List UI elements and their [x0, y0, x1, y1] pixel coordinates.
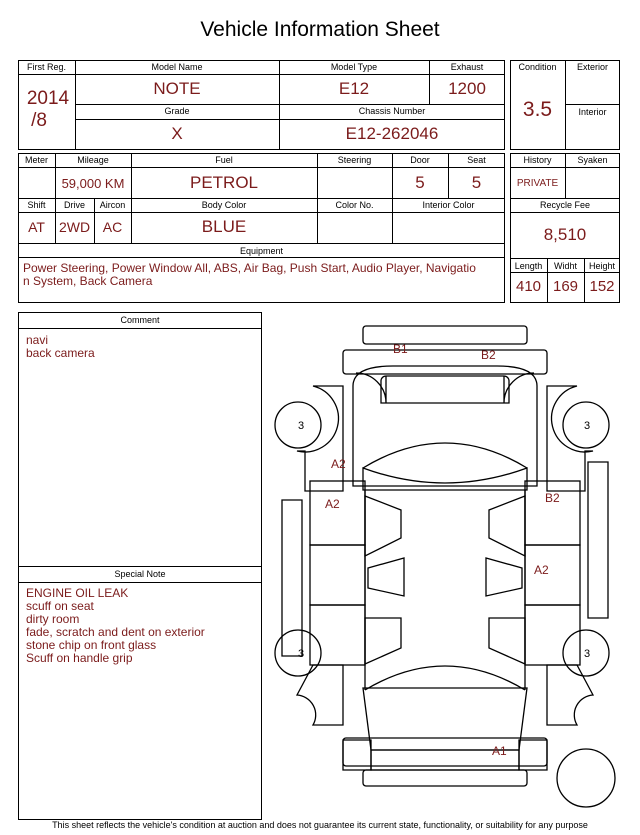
windshield-panel	[363, 468, 527, 490]
equipment-value: Power Steering, Power Window All, ABS, Air Bag, Push Start, Audio Player, Navigatio n System, Back Camera	[23, 261, 476, 288]
first-reg-month: /8	[31, 110, 47, 131]
damage-mark: B2	[481, 348, 496, 362]
rear-bumper-panel	[343, 738, 547, 766]
comment-text: navi back camera	[26, 333, 95, 360]
width-label: Widht	[553, 261, 577, 271]
length-label: Length	[514, 261, 543, 271]
right-b-window	[486, 558, 522, 596]
history-label: History	[523, 155, 552, 165]
fuel-value: PETROL	[189, 173, 259, 192]
model-name-value: NOTE	[153, 79, 201, 98]
first-reg-label: First Reg.	[26, 62, 66, 72]
damage-mark: 3	[298, 420, 305, 432]
damage-mark: A2	[534, 563, 549, 577]
rear-right-fender	[547, 665, 593, 725]
body-color-label: Body Color	[201, 200, 247, 210]
interior-label: Interior	[578, 107, 607, 117]
special-note-text: ENGINE OIL LEAK scuff on seat dirty room fade, scratch and dent on exterior stone chip on front glass Scuff on handle grip	[26, 586, 205, 665]
trunk-panel	[363, 688, 527, 750]
history-value: PRIVATE	[516, 178, 559, 189]
body-color-value: BLUE	[201, 217, 247, 236]
comment-label: Comment	[120, 315, 160, 325]
seat-label: Seat	[467, 155, 486, 165]
left-rear-door-panel	[310, 605, 365, 665]
rear-left-fender	[297, 665, 343, 725]
front-bumper-lower-panel	[343, 350, 547, 374]
damage-mark: A2	[331, 457, 346, 471]
exterior-label: Exterior	[576, 62, 608, 72]
body-side-lines	[365, 490, 525, 690]
vehicle-damage-diagram	[268, 318, 628, 820]
model-type-value: E12	[338, 79, 370, 98]
spare-wheel	[557, 749, 615, 807]
left-mid-door-panel	[310, 545, 365, 605]
left-a-window	[365, 496, 401, 556]
right-c-window	[489, 618, 525, 664]
front-bumper-panel	[363, 326, 527, 344]
model-type-label: Model Type	[330, 62, 378, 72]
condition-value: 3.5	[522, 98, 553, 121]
disclaimer-footer: This sheet reflects the vehicle's condition at auction and does not guarantee its current state, functionality, or suitability for any purpose	[52, 820, 588, 830]
fuel-label: Fuel	[215, 155, 233, 165]
damage-mark: A2	[325, 497, 340, 511]
damage-mark: A1	[492, 744, 507, 758]
seat-value: 5	[471, 173, 482, 192]
exhaust-label: Exhaust	[450, 62, 484, 72]
model-name-label: Model Name	[151, 62, 203, 72]
hood-front-panel	[381, 376, 509, 403]
right-a-window	[489, 496, 525, 556]
left-b-window	[368, 558, 404, 596]
color-no-label: Color No.	[335, 200, 374, 210]
aircon-value: AC	[102, 219, 123, 235]
damage-mark: 3	[584, 420, 591, 432]
meter-label: Meter	[24, 155, 48, 165]
width-value: 169	[552, 278, 579, 295]
mileage-value: 59,000 KM	[61, 176, 125, 191]
steering-label: Steering	[337, 155, 372, 165]
grade-label: Grade	[164, 106, 190, 116]
chassis-value: E12-262046	[345, 124, 439, 143]
exhaust-value: 1200	[448, 79, 486, 98]
height-value: 152	[589, 278, 615, 295]
damage-mark: B2	[545, 491, 560, 505]
windshield-top	[363, 443, 527, 468]
length-value: 410	[515, 278, 542, 295]
recycle-fee-label: Recycle Fee	[539, 200, 591, 210]
left-sill-panel	[282, 500, 302, 656]
damage-mark: B1	[393, 342, 408, 356]
grade-value: X	[171, 124, 183, 143]
door-label: Door	[410, 155, 430, 165]
syaken-label: Syaken	[577, 155, 608, 165]
recycle-fee-value: 8,510	[543, 225, 587, 244]
damage-mark: 3	[584, 648, 591, 660]
height-label: Height	[588, 261, 615, 271]
equipment-label: Equipment	[239, 246, 284, 256]
shift-label: Shift	[27, 200, 46, 210]
right-sill-panel	[588, 462, 608, 618]
page-title: Vehicle Information Sheet	[200, 18, 440, 41]
door-value: 5	[415, 173, 425, 192]
first-reg-year: 2014	[26, 88, 70, 109]
mileage-label: Mileage	[77, 155, 109, 165]
rear-window-top	[365, 666, 525, 690]
shift-value: AT	[28, 219, 45, 235]
front-left-fender	[297, 386, 343, 491]
drive-label: Drive	[63, 200, 85, 210]
left-c-window	[365, 618, 401, 664]
chassis-label: Chassis Number	[358, 106, 426, 116]
drive-value: 2WD	[58, 219, 91, 235]
special-note-label: Special Note	[114, 569, 166, 579]
condition-label: Condition	[518, 62, 557, 72]
damage-mark: 3	[298, 648, 305, 660]
rear-bumper-lower-panel	[363, 770, 527, 786]
interior-color-label: Interior Color	[422, 200, 475, 210]
aircon-label: Aircon	[99, 200, 126, 210]
